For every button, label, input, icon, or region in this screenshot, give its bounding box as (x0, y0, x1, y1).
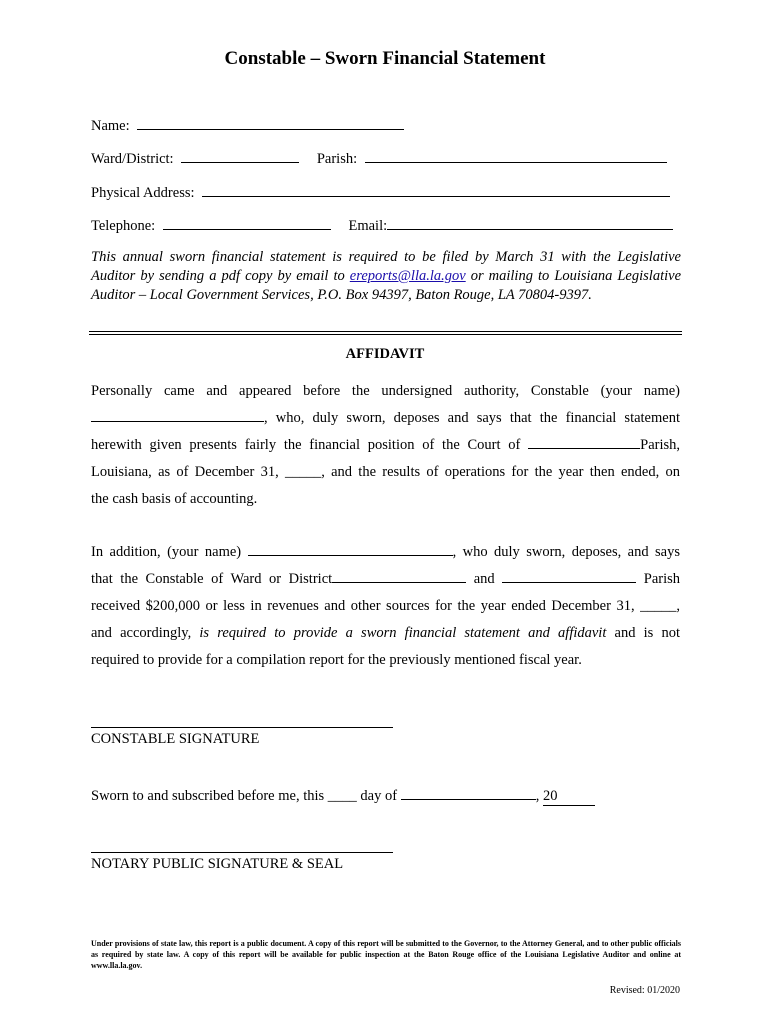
p1-line-2 (91, 405, 680, 432)
affidavit-paragraph-2 (91, 539, 680, 674)
p2-line-4 (91, 620, 680, 647)
name-label: Name: (91, 118, 130, 134)
your-name-field[interactable] (248, 541, 453, 556)
revised-date: Revised: 01/2020 (609, 985, 680, 996)
document-title: Constable – Sworn Financial Statement (224, 48, 546, 69)
p2-line-1-text: In addition, (your name) (91, 544, 248, 560)
divider-bottom (89, 334, 682, 335)
notary-signature-line[interactable] (91, 852, 393, 853)
ward-district-blank[interactable] (332, 568, 466, 583)
p1-line-4: Louisiana, as of December 31, _____, and the results of operations for the year then ended, on (91, 464, 680, 480)
ward-parish-row (91, 148, 667, 168)
filing-notice (91, 248, 681, 305)
notice-text-before: This annual sworn financial statement is required to be filed by March 31 with the Legislative Auditor by sending a pdf copy by email to (91, 249, 681, 284)
physical-address-label: Physical Address: (91, 185, 195, 201)
address-row (91, 182, 670, 202)
constable-signature-label: CONSTABLE SIGNATURE (91, 731, 260, 747)
court-parish-field[interactable] (528, 434, 640, 449)
name-row (91, 115, 404, 135)
p2-line-2-and: and (466, 571, 503, 587)
telephone-email-row (91, 215, 673, 235)
p2-line-1-rest: , who duly sworn, deposes, and says (452, 544, 680, 560)
p2-line-4-rest: and is not (606, 625, 681, 641)
p2-line-4-text: and accordingly, (91, 625, 200, 641)
p1-line-3 (91, 432, 680, 459)
physical-address-field[interactable] (202, 182, 670, 197)
telephone-field[interactable] (163, 215, 331, 230)
p2-line-2-parish: Parish (636, 571, 680, 587)
sworn-year-field[interactable] (543, 788, 595, 806)
p1-line-2-text: , who, duly sworn, deposes and says that the financial statement (264, 410, 680, 426)
email-label: Email: (348, 218, 388, 234)
p2-line-3: received $200,000 or less in revenues and other sources for the year ended December 31, _____, (91, 598, 680, 614)
p1-line-1: Personally came and appeared before the undersigned authority, Constable (your name) (91, 383, 680, 399)
p2-line-1 (91, 539, 680, 566)
sworn-year-prefix: 20 (542, 788, 558, 804)
ward-district-label: Ward/District: (91, 151, 174, 167)
ereports-email-link[interactable]: ereports@lla.la.gov (349, 268, 466, 284)
p1-line-3-parish: Parish, (640, 437, 680, 453)
sworn-row (91, 785, 595, 806)
parish-label: Parish: (316, 151, 358, 167)
public-document-footer: Under provisions of state law, this report is a public document. A copy of this report will be submitted to the Governor, to the Attorney General, and to other public officials as required by state law. A copy of this report will be available for public inspection at the Baton Rouge office of the Louisiana Legislative Auditor and online at www.lla.la.gov. (91, 939, 681, 970)
affidavit-paragraph-1 (91, 378, 680, 513)
ward-district-field[interactable] (181, 148, 299, 163)
name-field[interactable] (137, 115, 404, 130)
telephone-label: Telephone: (91, 218, 156, 234)
p1-line-3-text: herewith given presents fairly the financial position of the Court of (91, 437, 529, 453)
sworn-text: Sworn to and subscribed before me, this ____ day of (91, 788, 401, 804)
parish-blank[interactable] (502, 568, 636, 583)
affidavit-heading: AFFIDAVIT (345, 346, 425, 362)
notary-signature-label: NOTARY PUBLIC SIGNATURE & SEAL (91, 856, 344, 872)
p2-line-4-emphasis: is required to provide a sworn financial statement and affidavit (199, 625, 607, 641)
constable-signature-line[interactable] (91, 727, 393, 728)
p2-line-5: required to provide for a compilation report for the previously mentioned fiscal year. (91, 652, 582, 668)
email-field[interactable] (387, 215, 673, 230)
divider-top (89, 331, 682, 332)
sworn-comma: , (535, 788, 543, 804)
notice-text-after: or mailing to Louisiana Legislative Auditor – Local Government Services, P.O. Box 94397, Baton Rouge, LA 70804-9397. (91, 268, 681, 303)
p2-line-2-text: that the Constable of Ward or District (91, 571, 333, 587)
sworn-month-field[interactable] (401, 785, 536, 800)
p1-line-5: the cash basis of accounting. (91, 491, 258, 507)
parish-field[interactable] (365, 148, 667, 163)
constable-name-field[interactable] (91, 407, 264, 422)
p2-line-2 (91, 566, 680, 593)
